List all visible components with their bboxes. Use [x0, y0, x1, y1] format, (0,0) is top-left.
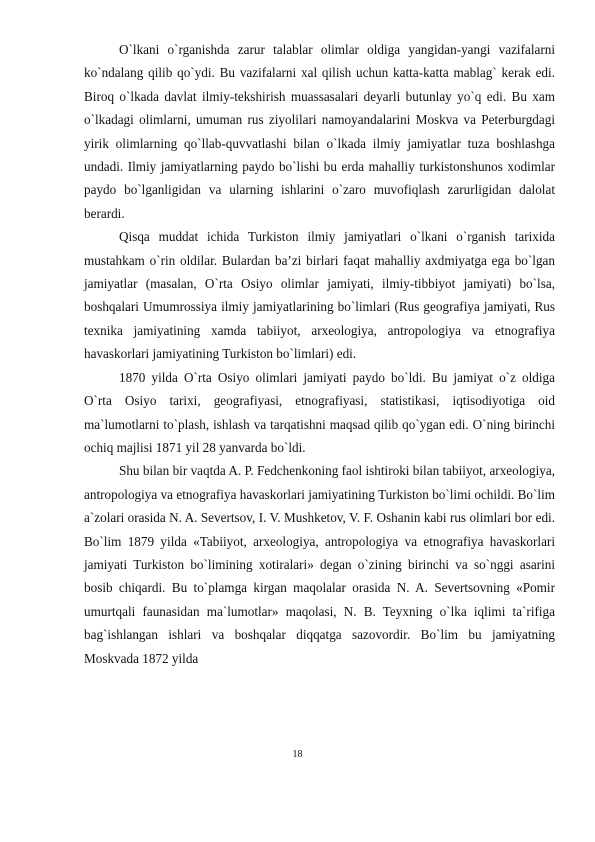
page-number: 18	[292, 749, 303, 760]
paragraph-3: 1870 yilda O`rta Osiyo olimlari jamiyati paydo bo`ldi. Bu jamiyat o`z oldiga O`rta Osiyo tarixi, geografiyasi, etnografiyasi, statistikasi, iqtisodiyotiga oid ma`lumotlarni to`plash, ishlash va tarqatishni maqsad qilib qo`ygan edi. O`ning birinchi ochiq majlisi 1871 yil 28 yanvarda bo`ldi.	[84, 369, 555, 455]
paragraph-4: Shu bilan bir vaqtda A. P. Fedchenkoning faol ishtiroki bilan tabiiyot, arxeologiya, antropologiya va etnografiya havaskorlari jamiyatining Turkiston bo`limi ochildi. Bo`lim a`zolari orasida N. A. Severtsov, I. V. Mushketov, V. F. Oshanin kabi rus olimlari bor edi. Bo`lim 1879 yilda «Tabiiyot, arxeologiya, antropologiya va etnografiya havaskorlari jamiyati Turkiston bo`limining xotiralari» degan o`zining birinchi va so`nggi asarini bosib chiqardi. Bu to`plamga kirgan maqolalar orasida N. A. Severtsovning «Pomir umurtqali faunasidan ma`lumotlar» maqolasi, N. B. Teyxning o`lka iqlimi ta`rifiga bag`ishlangan ishlari va boshqalar diqqatga sazovordir. Bo`lim bu jamiyatning Moskvada 1872 yilda	[84, 463, 555, 666]
paragraph-2: Qisqa muddat ichida Turkiston ilmiy jamiyatlari o`lkani o`rganish tarixida mustahkam o`rin oldilar. Bulardan ba’zi birlari faqat mahalliy axdmiyatga ega bo`lgan jamiyatlar (masalan, O`rta Osiyo olimlar jamiyati, ilmiy-tibbiyot jamiyati) bo`lsa, boshqalari Umumrossiya ilmiy jamiyatlarining bo`limlari (Rus geografiya jamiyati, Rus texnika jamiyatining xamda tabiiyot, arxeologiya, antropologiya va etnografiya havaskorlari jamiyatining Turkiston bo`limlari) edi.	[84, 229, 555, 362]
paragraph-1: O`lkani o`rganishda zarur talablar olimlar oldiga yangidan-yangi vazifalarni ko`ndalang qilib qo`ydi. Bu vazifalarni xal qilish uchun katta-katta mablag` kerak edi. Biroq o`lkada davlat ilmiy-tekshirish muassasalari deyarli butunlay yo`q edi. Bu xam o`lkadagi olimlarni, umuman rus ziyolilari namoyandalarini Moskva va Peterburgdagi yirik olimlarning qo`llab-quvvatlashi bilan o`lkada ilmiy jamiyatlar tuza boshlashga undadi. Ilmiy jamiyatlarning paydo bo`lishi bu erda mahalliy turkistonshunos xodimlar paydo bo`lganligidan va ularning ishlarini o`zaro muvofiqlash zarurligidan dalolat berardi.	[84, 42, 555, 221]
document-body	[84, 38, 555, 670]
